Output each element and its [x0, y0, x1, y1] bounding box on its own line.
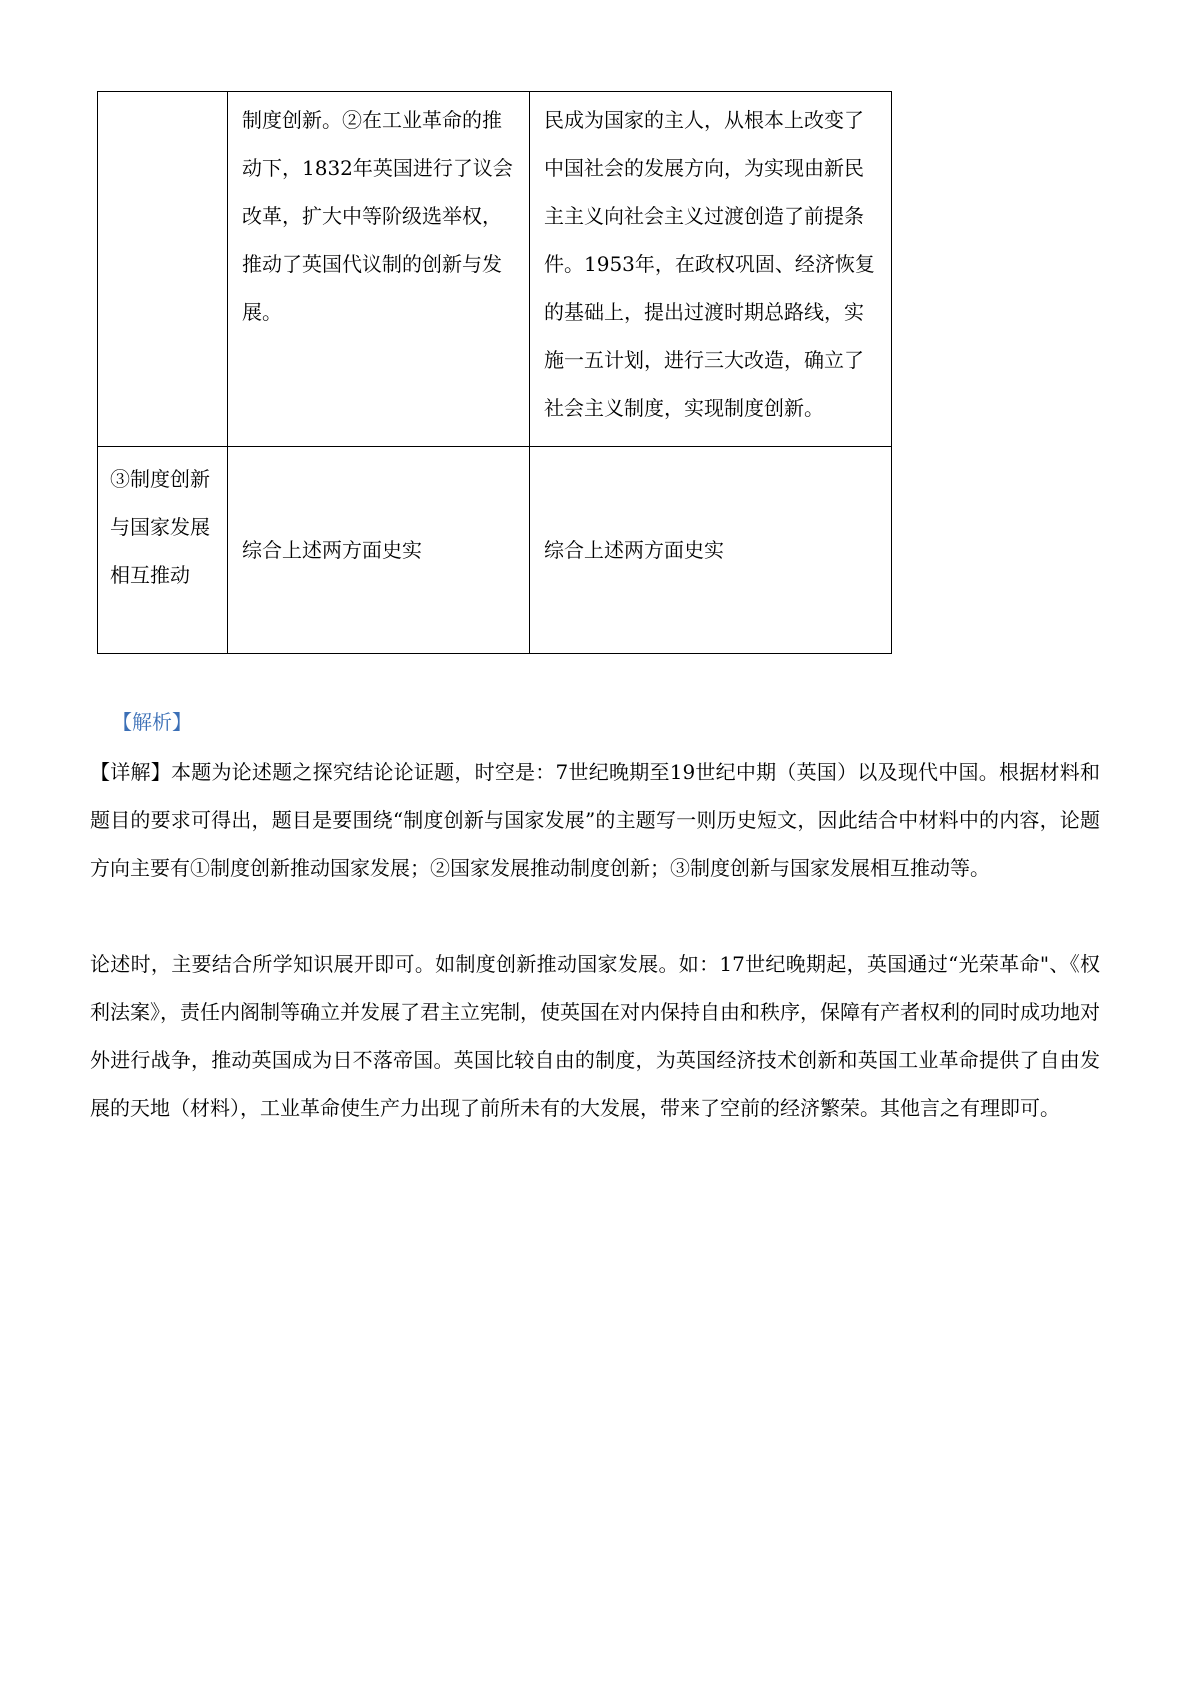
- analysis-heading: 【解析】: [112, 710, 192, 734]
- detail-paragraph: 【详解】本题为论述题之探究结论论证题，时空是：7世纪晚期至19世纪中期（英国）以及现代中国。根据材料和题目的要求可得出，题目是要围绕“制度创新与国家发展”的主题写一则历史短文，因此结合中材料中的内容，论题方向主要有①制度创新推动国家发展；②国家发展推动制度创新；③制度创新与国家发展相互推动等。: [90, 760, 1100, 880]
- thesis-text: ③制度创新与国家发展相互推动: [110, 467, 210, 587]
- table-cell-china-facts: [530, 92, 892, 447]
- table-cell-summary-china: [530, 447, 892, 654]
- china-facts-text: 民成为国家的主人，从根本上改变了中国社会的发展方向，为实现由新民主主义向社会主义过渡创造了前提条件。1953年，在政权巩固、经济恢复的基础上，提出过渡时期总路线，实施一五计划，进行三大改造，确立了社会主义制度，实现制度创新。: [544, 108, 875, 420]
- summary-britain-text: 综合上述两方面史实: [242, 538, 422, 562]
- table-cell-summary-britain: [228, 447, 530, 654]
- discussion-paragraph: 论述时，主要结合所学知识展开即可。如制度创新推动国家发展。如：17世纪晚期起，英国通过“光荣革命"、《权利法案》，责任内阁制等确立并发展了君主立宪制，使英国在对内保持自由和秩序，保障有产者权利的同时成功地对外进行战争，推动英国成为日不落帝国。英国比较自由的制度，为英国经济技术创新和英国工业革命提供了自由发展的天地（材料），工业革命使生产力出现了前所未有的大发展，带来了空前的经济繁荣。其他言之有理即可。: [90, 952, 1100, 1120]
- table-row: [98, 447, 892, 654]
- table-cell-empty: [98, 92, 228, 447]
- answer-table: [97, 91, 892, 654]
- summary-china-text: 综合上述两方面史实: [544, 538, 724, 562]
- table-cell-britain-facts: [228, 92, 530, 447]
- table-cell-thesis: [98, 447, 228, 654]
- britain-facts-text: 制度创新。②在工业革命的推动下，1832年英国进行了议会改革，扩大中等阶级选举权，推动了英国代议制的创新与发展。: [242, 108, 513, 324]
- table-row: [98, 92, 892, 447]
